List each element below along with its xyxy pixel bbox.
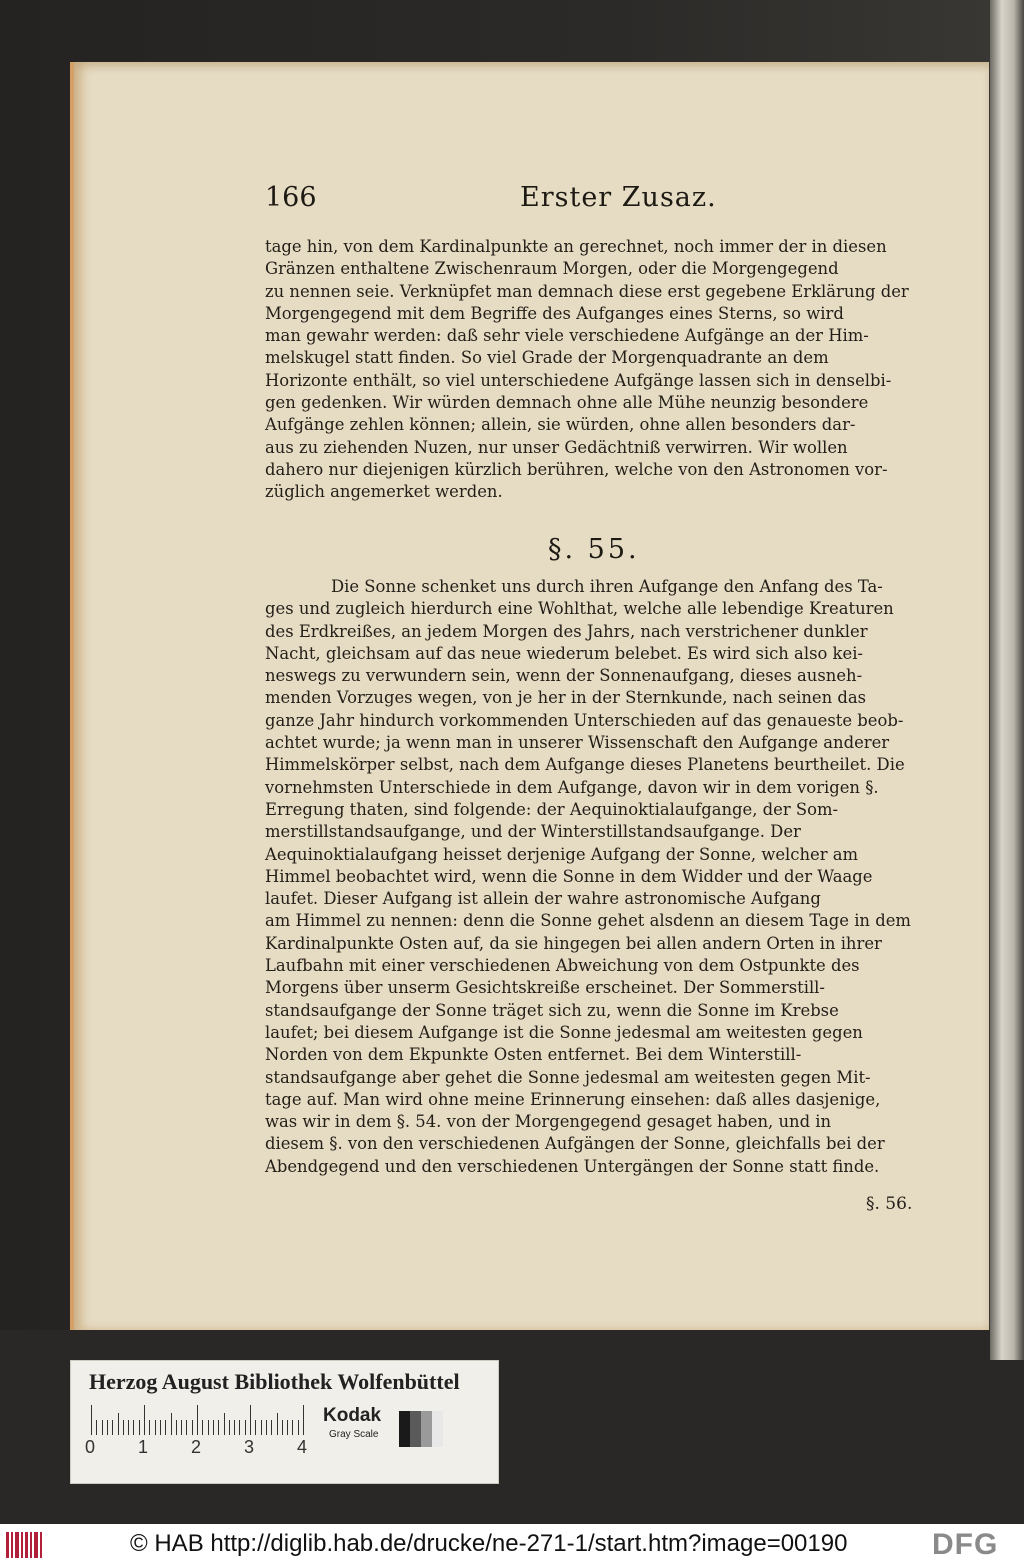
ruler-tick [271, 1420, 272, 1435]
text-line: laufet; bei diesem Aufgange ist die Sonne jedesmal am weitesten gegen [265, 1022, 863, 1042]
text-line: Kardinalpunkte Osten auf, da sie hingegen bei allen andern Orten in ihrer [265, 933, 882, 953]
section-heading: §. 55. [548, 534, 640, 565]
ruler-tick [255, 1420, 256, 1435]
kodak-label: Kodak [323, 1405, 382, 1426]
text-line: melskugel statt finden. So viel Grade der Morgenquadrante an dem [265, 348, 829, 368]
ruler-tick [192, 1420, 193, 1435]
scale-ruler [91, 1405, 305, 1435]
text-line: Laufbahn mit einer verschiedenen Abweichung von dem Ostpunkte des [265, 956, 860, 976]
text-line: diesem §. von den verschiedenen Aufgängen der Sonne, gleichfalls bei der [265, 1134, 885, 1154]
ruler-tick [266, 1420, 267, 1435]
ruler-tick [298, 1420, 299, 1435]
ruler-tick [277, 1413, 278, 1435]
text-line: Die Sonne schenket uns durch ihren Aufgange den Anfang des Ta- [331, 577, 883, 596]
ruler-tick [292, 1420, 293, 1435]
ruler-tick [112, 1420, 113, 1435]
page-number: 166 [265, 182, 317, 213]
library-color-card [70, 1360, 499, 1484]
ruler-tick [234, 1420, 235, 1435]
ruler-tick [303, 1405, 304, 1435]
ruler-tick [96, 1420, 97, 1435]
ruler-number: 1 [138, 1437, 149, 1457]
ruler-tick [123, 1420, 124, 1435]
text-line: tage auf. Man wird ohne meine Erinnerung einsehen: daß alles dasjenige, [265, 1089, 881, 1109]
ruler-number: 0 [85, 1437, 96, 1457]
gray-swatch [421, 1411, 432, 1447]
text-line: man gewahr werden: daß sehr viele verschiedene Aufgänge an der Him- [265, 326, 869, 346]
grayscale-label: Gray Scale [329, 1429, 379, 1440]
text-line: des Erdkreißes, an jedem Morgen des Jahrs, nach verstrichener dunkler [265, 621, 868, 641]
ruler-tick [176, 1420, 177, 1435]
ruler-tick [287, 1420, 288, 1435]
ruler-numbers [85, 1437, 315, 1461]
ruler-tick [102, 1420, 103, 1435]
text-line: standsaufgange aber gehet die Sonne jedesmal am weitesten gegen Mit- [265, 1067, 871, 1087]
barcode-icon [6, 1532, 42, 1558]
ruler-tick [282, 1420, 283, 1435]
ruler-tick [144, 1405, 145, 1435]
text-line: Morgens über unserm Gesichtskreiße erscheinet. Der Sommerstill- [265, 978, 825, 998]
running-head [265, 176, 935, 226]
ruler-tick [239, 1420, 240, 1435]
ruler-tick [208, 1420, 209, 1435]
footer-bar [0, 1524, 1024, 1565]
ruler-tick [186, 1420, 187, 1435]
text-line: Himmelskörper selbst, nach dem Aufgange dieses Planetens beurtheilet. Die [265, 755, 905, 775]
ruler-tick [133, 1420, 134, 1435]
text-line: ganze Jahr hindurch vorkommenden Unterschieden auf das genaueste beob- [265, 710, 904, 730]
text-line: was wir in dem §. 54. von der Morgengegend gesaget haben, und in [265, 1112, 832, 1132]
text-line: vornehmsten Unterschiede in dem Aufgange, davon wir in dem vorigen §. [265, 777, 879, 797]
text-line: am Himmel zu nennen: denn die Sonne gehet alsdenn an diesem Tage in dem [265, 911, 911, 931]
text-line: Norden von dem Ekpunkte Osten entfernet. Bei dem Winterstill- [265, 1045, 802, 1065]
ruler-tick [118, 1413, 119, 1435]
text-line: achtet wurde; ja wenn man in unserer Wissenschaft den Aufgange anderer [265, 733, 890, 753]
text-line: merstillstandsaufgange, und der Winterstillstandsaufgange. Der [265, 822, 801, 842]
ruler-tick [261, 1420, 262, 1435]
ruler-tick [197, 1405, 198, 1435]
book-edge [990, 0, 1024, 1360]
text-line: standsaufgange der Sonne träget sich zu, wenn die Sonne im Krebse [265, 1000, 839, 1020]
ruler-tick [165, 1420, 166, 1435]
ruler-tick [107, 1420, 108, 1435]
gray-swatches [399, 1411, 443, 1447]
text-line: Aufgänge zehlen können; allein, sie würden, ohne allen besonders dar- [265, 415, 856, 435]
library-name: Herzog August Bibliothek Wolfenbüttel [89, 1369, 460, 1394]
ruler-tick [213, 1420, 214, 1435]
text-line: Nacht, gleichsam auf das neue wiederum belebet. Es wird sich also kei- [265, 643, 863, 663]
text-line: menden Vorzuges wegen, von je her in der Sternkunde, nach seinen das [265, 688, 867, 708]
ruler-tick [218, 1420, 219, 1435]
text-line: Himmel beobachtet wird, wenn die Sonne in dem Widder und der Waage [265, 866, 873, 886]
text-line: zu nennen seie. Verknüpfet man demnach diese erst gegebene Erklärung der [265, 281, 909, 301]
text-line: Horizonte enthält, so viel unterschiedene Aufgänge lassen sich in denselbi- [265, 370, 892, 390]
paragraph-2 [265, 576, 929, 1178]
text-line: Abendgegend und den verschiedenen Untergängen der Sonne statt finde. [265, 1156, 880, 1176]
ruler-tick [149, 1420, 150, 1435]
running-title: Erster Zusaz. [520, 182, 717, 213]
ruler-tick [171, 1413, 172, 1435]
text-line: züglich angemerket werden. [265, 482, 503, 502]
text-line: laufet. Dieser Aufgang ist allein der wahre astronomische Aufgang [265, 889, 821, 909]
ruler-tick [155, 1420, 156, 1435]
text-line: aus zu ziehenden Nuzen, nur unser Gedächtniß verwirren. Wir wollen [265, 437, 848, 457]
source-link[interactable]: © HAB http://diglib.hab.de/drucke/ne-271-1/start.htm?image=00190 [130, 1530, 848, 1557]
ruler-tick [224, 1413, 225, 1435]
gray-swatch [432, 1411, 443, 1447]
text-line: Aequinoktialaufgang heisset derjenige Aufgang der Sonne, welcher am [265, 844, 859, 864]
ruler-tick [91, 1405, 92, 1435]
text-line: dahero nur diejenigen kürzlich berühren, welche von den Astronomen vor- [265, 459, 888, 479]
ruler-number: 2 [191, 1437, 202, 1457]
text-line: Morgengegend mit dem Begriffe des Aufganges eines Sterns, so wird [265, 303, 844, 323]
text-line: gen gedenken. Wir würden demnach ohne alle Mühe neunzig besondere [265, 393, 869, 413]
text-line: Gränzen enthaltene Zwischenraum Morgen, oder die Morgengegend [265, 259, 839, 279]
dfg-logo: DFG [932, 1528, 999, 1561]
ruler-tick [202, 1420, 203, 1435]
gray-swatch [399, 1411, 410, 1447]
ruler-tick [181, 1420, 182, 1435]
catchword: §. 56. [866, 1194, 913, 1214]
ruler-tick [139, 1420, 140, 1435]
ruler-number: 4 [297, 1437, 308, 1457]
gray-swatch [410, 1411, 421, 1447]
text-line: neswegs zu verwundern sein, wenn der Sonnenaufgang, dieses ausneh- [265, 666, 863, 686]
ruler-tick [229, 1420, 230, 1435]
ruler-tick [128, 1420, 129, 1435]
text-line: ges und zugleich hierdurch eine Wohlthat, welche alle lebendige Kreaturen [265, 599, 894, 619]
ruler-number: 3 [244, 1437, 255, 1457]
ruler-tick [160, 1420, 161, 1435]
text-line: tage hin, von dem Kardinalpunkte an gerechnet, noch immer der in diesen [265, 237, 887, 256]
paragraph-1 [265, 236, 929, 504]
text-line: Erregung thaten, sind folgende: der Aequinoktialaufgange, der Som- [265, 799, 839, 819]
ruler-tick [250, 1405, 251, 1435]
ruler-tick [245, 1420, 246, 1435]
